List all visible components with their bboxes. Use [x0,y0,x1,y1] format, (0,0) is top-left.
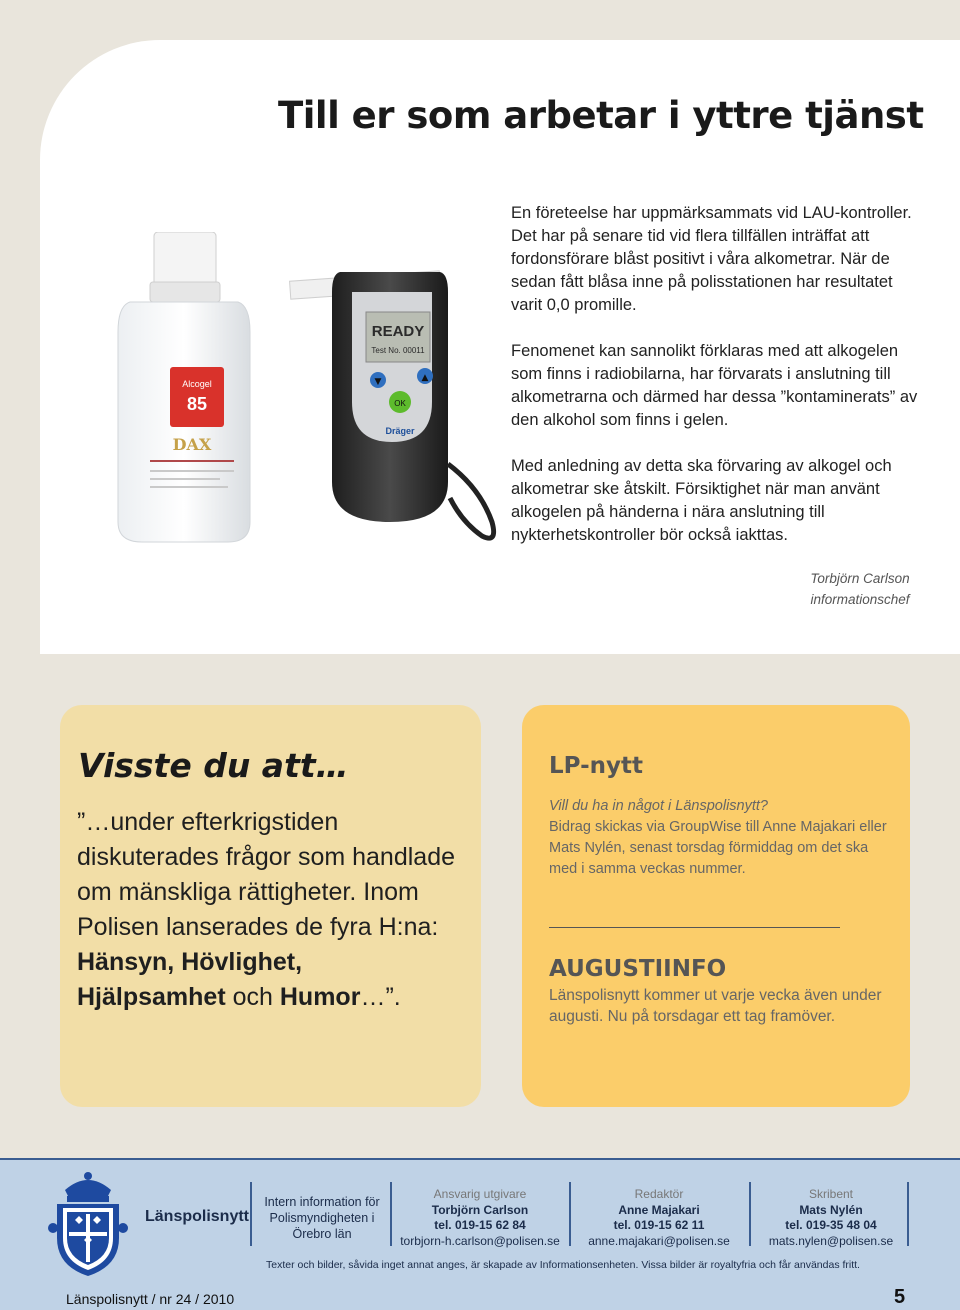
article-signature [790,568,930,610]
article-paragraph: Fenomenet kan sannolikt förklaras med att alkogelen som finns i radiobilarna, har förvarats i anslutning till alkometrarna och därmed har dessa ”kontaminerats” av den alkohol som finns i gelen. [511,342,918,429]
device-screen-sub: Test No. 00011 [371,346,425,355]
contact-tel: tel. 019-35 48 04 [785,1218,877,1232]
visste-intro: ”…under efterkrigstiden diskuterades frågor som handlade om mänskliga rättigheter. Inom Polisen lanserades de fyra H:na: [77,808,456,941]
contact-role: Skribent [808,1187,854,1201]
police-crest-icon [45,1168,131,1278]
visste-h1: Hänsyn, Hövlighet, [77,948,303,976]
footer-contact-editor [574,1187,744,1249]
footer-divider [390,1182,392,1246]
visste-title: Visste du att… [78,746,349,785]
footer-divider [569,1182,571,1246]
lpnytt-title: LP-nytt [549,753,644,779]
contact-email[interactable]: mats.nylen@polisen.se [768,1233,894,1248]
footer-contact-writer [746,1187,916,1249]
svg-text:▼: ▼ [374,377,382,387]
breathalyzer-device [290,271,494,538]
device-brand: Dräger [385,426,415,436]
contact-tel: tel. 019-15 62 11 [613,1218,705,1232]
article-body [511,202,921,570]
signature-name: Torbjörn Carlson [810,571,910,586]
visste-end: …”. [360,983,401,1011]
contact-role: Redaktör [634,1187,684,1201]
article-title: Till er som arbetar i yttre tjänst [278,94,924,137]
visste-and: och [225,983,280,1011]
contact-email[interactable]: torbjorn-h.carlson@polisen.se [400,1233,560,1248]
footer-contact-publisher [395,1187,565,1249]
bottle-number-text: 85 [186,394,208,414]
bottle-brand-text: Alcogel [182,379,212,389]
device-ok-label: OK [394,399,406,408]
lpnytt-body: Bidrag skickas via GroupWise till Anne Majakari eller Mats Nylén, senast torsdag förmiddag om det ska med i samma veckas nummer. [549,819,887,877]
contact-role: Ansvarig utgivare [433,1187,527,1201]
lpnytt-text [549,796,889,880]
contact-tel: tel. 019-15 62 84 [434,1218,526,1232]
lanyard [448,464,494,538]
contact-name: Mats Nylén [799,1202,863,1217]
footer-credit: Texter och bilder, såvida inget annat anges, är skapade av Informationsenheten. Vissa bilder är royaltyfria och får användas fritt. [266,1259,860,1271]
alcogel-and-breathalyzer-photo [100,232,500,632]
visste-h2: Hjälpsamhet [77,983,226,1011]
alcogel-bottle [118,232,250,542]
article-paragraph: En företeelse har uppmärksammats vid LAU-kontroller. Det har på senare tid vid flera tillfällen inträffat att fordonsförare blåst positivt i våra alkometrar. När de sedan fått blåsa inne på polisstationen har resultatet varit 0,0 promille. [511,204,912,314]
footer-divider [250,1182,252,1246]
footer-brand: Länspolisnytt [145,1208,250,1225]
augustiinfo-body: Länspolisnytt kommer ut varje vecka även under augusti. Nu på torsdagar ett tag framöver. [549,987,882,1025]
footer-intern-info: Intern information för Polismyndigheten i Örebro län [264,1195,380,1241]
contact-email[interactable]: anne.majakari@polisen.se [588,1233,730,1248]
contact-name: Anne Majakari [618,1202,700,1217]
lpnytt-question: Vill du ha in något i Länspolisnytt? [549,798,768,814]
lpnytt-divider [549,927,840,928]
contact-name: Torbjörn Carlson [431,1202,529,1217]
visste-text [77,805,472,1015]
signature-title: informationschef [810,592,910,607]
article-paragraph: Med anledning av detta ska förvaring av alkogel och alkometrar ske åtskilt. Försiktighet när man använt alkogelen på händerna i nära anslutning till nykterhetskontroller bör också iakttas. [511,457,892,544]
device-screen-title: READY [371,323,425,340]
issue-label: Länspolisnytt / nr 24 / 2010 [66,1291,235,1307]
augustiinfo-title: AUGUSTIINFO [549,956,727,982]
bottle-logo-text: DAX [172,435,212,454]
footer-divider [907,1182,909,1246]
svg-text:▲: ▲ [421,373,429,383]
visste-h3: Humor [279,983,361,1011]
page-number: 5 [894,1286,906,1308]
